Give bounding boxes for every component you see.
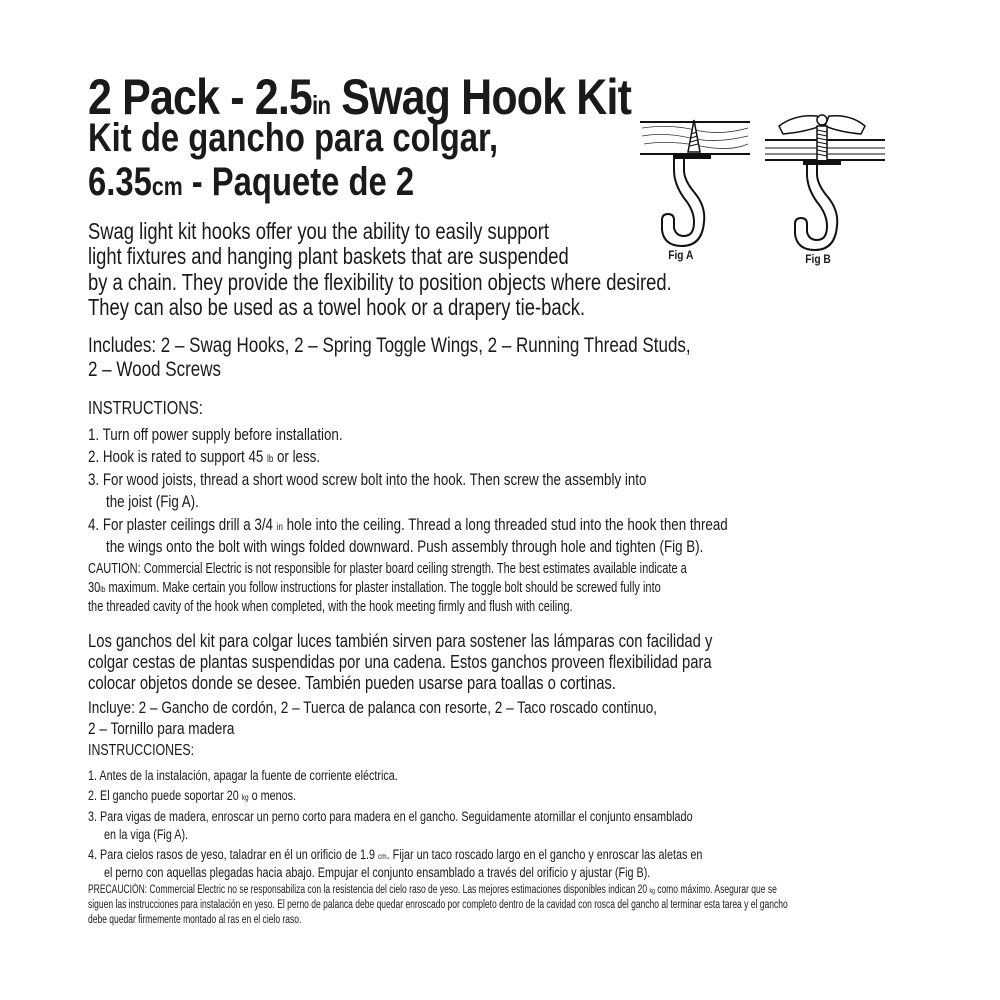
es-step-2: 2. El gancho puede soportar 20 kg o menos. xyxy=(88,788,296,803)
es-step-3-cont: en la viga (Fig A). xyxy=(104,827,189,842)
intro-line: Swag light kit hooks offer you the ability to easily support xyxy=(88,218,549,244)
caution-line: 30lb maximum. Make certain you follow instructions for plaster installation. The toggle bolt should be screwed fully into xyxy=(88,580,661,596)
instructions-heading: INSTRUCTIONS: xyxy=(88,398,203,418)
es-step-4: 4. Para cielos rasos de yeso, taladrar en él un orificio de 1.9 cm. Fijar un taco roscado largo en el gancho y enroscar las aletas en xyxy=(88,847,703,862)
intro-line: by a chain. They provide the flexibility to position objects where desired. xyxy=(88,269,672,295)
step-4-cont: the wings onto the bolt with wings folded downward. Push assembly through hole and tighten (Fig B). xyxy=(106,538,704,556)
title-spanish-line1: Kit de gancho para colgar, xyxy=(88,116,499,160)
es-includes-line: 2 – Tornillo para madera xyxy=(88,719,235,738)
precaucion-line: siguen las instrucciones para instalación en yeso. El perno de palanca debe quedar enroscado por completo dentro de la cavidad con rosca del gancho al terminar esta tarea y el gancho xyxy=(88,899,788,911)
es-step-3: 3. Para vigas de madera, enroscar un perno corto para madera en el gancho. Seguidamente atornillar el conjunto ensamblado xyxy=(88,809,693,824)
es-includes-line: Incluye: 2 – Gancho de cordón, 2 – Tuerca de palanca con resorte, 2 – Taco roscado continuo, xyxy=(88,698,658,717)
intro-line: They can also be used as a towel hook or a drapery tie-back. xyxy=(88,294,586,320)
step-3-cont: the joist (Fig A). xyxy=(106,493,199,511)
includes-line: Includes: 2 – Swag Hooks, 2 – Spring Toggle Wings, 2 – Running Thread Studs, xyxy=(88,334,691,357)
step-1: 1. Turn off power supply before installation. xyxy=(88,426,343,444)
figure-b xyxy=(765,112,890,268)
hook-wood-joist-icon xyxy=(640,118,765,268)
caution-line: CAUTION: Commercial Electric is not responsible for plaster board ceiling strength. The best estimates available indicate a xyxy=(88,561,687,577)
intro-line: light fixtures and hanging plant baskets that are suspended xyxy=(88,243,569,269)
es-instructions-heading: INSTRUCCIONES: xyxy=(88,742,195,759)
includes-line: 2 – Wood Screws xyxy=(88,358,221,381)
step-4: 4. For plaster ceilings drill a 3/4 in hole into the ceiling. Thread a long threaded stud into the hook then thread xyxy=(88,516,728,534)
figure-a-label: Fig A xyxy=(668,248,694,262)
precaucion-line: PRECAUCIÓN: Commercial Electric no se responsabiliza con la resistencia del cielo raso de yeso. Las mejores estimaciones disponibles indican 20 kg como máximo. Asegurar que se xyxy=(88,884,777,896)
hook-toggle-wing-icon xyxy=(765,112,890,268)
es-intro-line: colocar objetos donde se desee. También pueden usarse para toallas o cortinas. xyxy=(88,672,616,693)
precaucion-line: debe quedar firmemente montado al ras en el cielo raso. xyxy=(88,914,302,926)
es-step-1: 1. Antes de la instalación, apagar la fuente de corriente eléctrica. xyxy=(88,768,398,783)
step-2: 2. Hook is rated to support 45 lb or less. xyxy=(88,448,321,466)
es-intro-line: Los ganchos del kit para colgar luces también sirven para sostener las lámparas con facilidad y xyxy=(88,630,713,651)
figure-b-label: Fig B xyxy=(805,252,831,266)
figure-a xyxy=(640,118,765,268)
es-step-4-cont: el perno con aquellas plegadas hacia abajo. Empujar el conjunto ensamblado a través del orificio y ajustar (Fig B). xyxy=(104,865,651,880)
caution-line: the threaded cavity of the hook when completed, with the hook meeting firmly and flush with ceiling. xyxy=(88,599,573,615)
title-english: 2 Pack - 2.5in Swag Hook Kit xyxy=(88,69,632,125)
title-spanish-line2: 6.35cm - Paquete de 2 xyxy=(88,160,415,204)
es-intro-line: colgar cestas de plantas suspendidas por una cadena. Estos ganchos proveen flexibilidad para xyxy=(88,651,712,672)
step-3: 3. For wood joists, thread a short wood screw bolt into the hook. Then screw the assembly into xyxy=(88,471,647,489)
